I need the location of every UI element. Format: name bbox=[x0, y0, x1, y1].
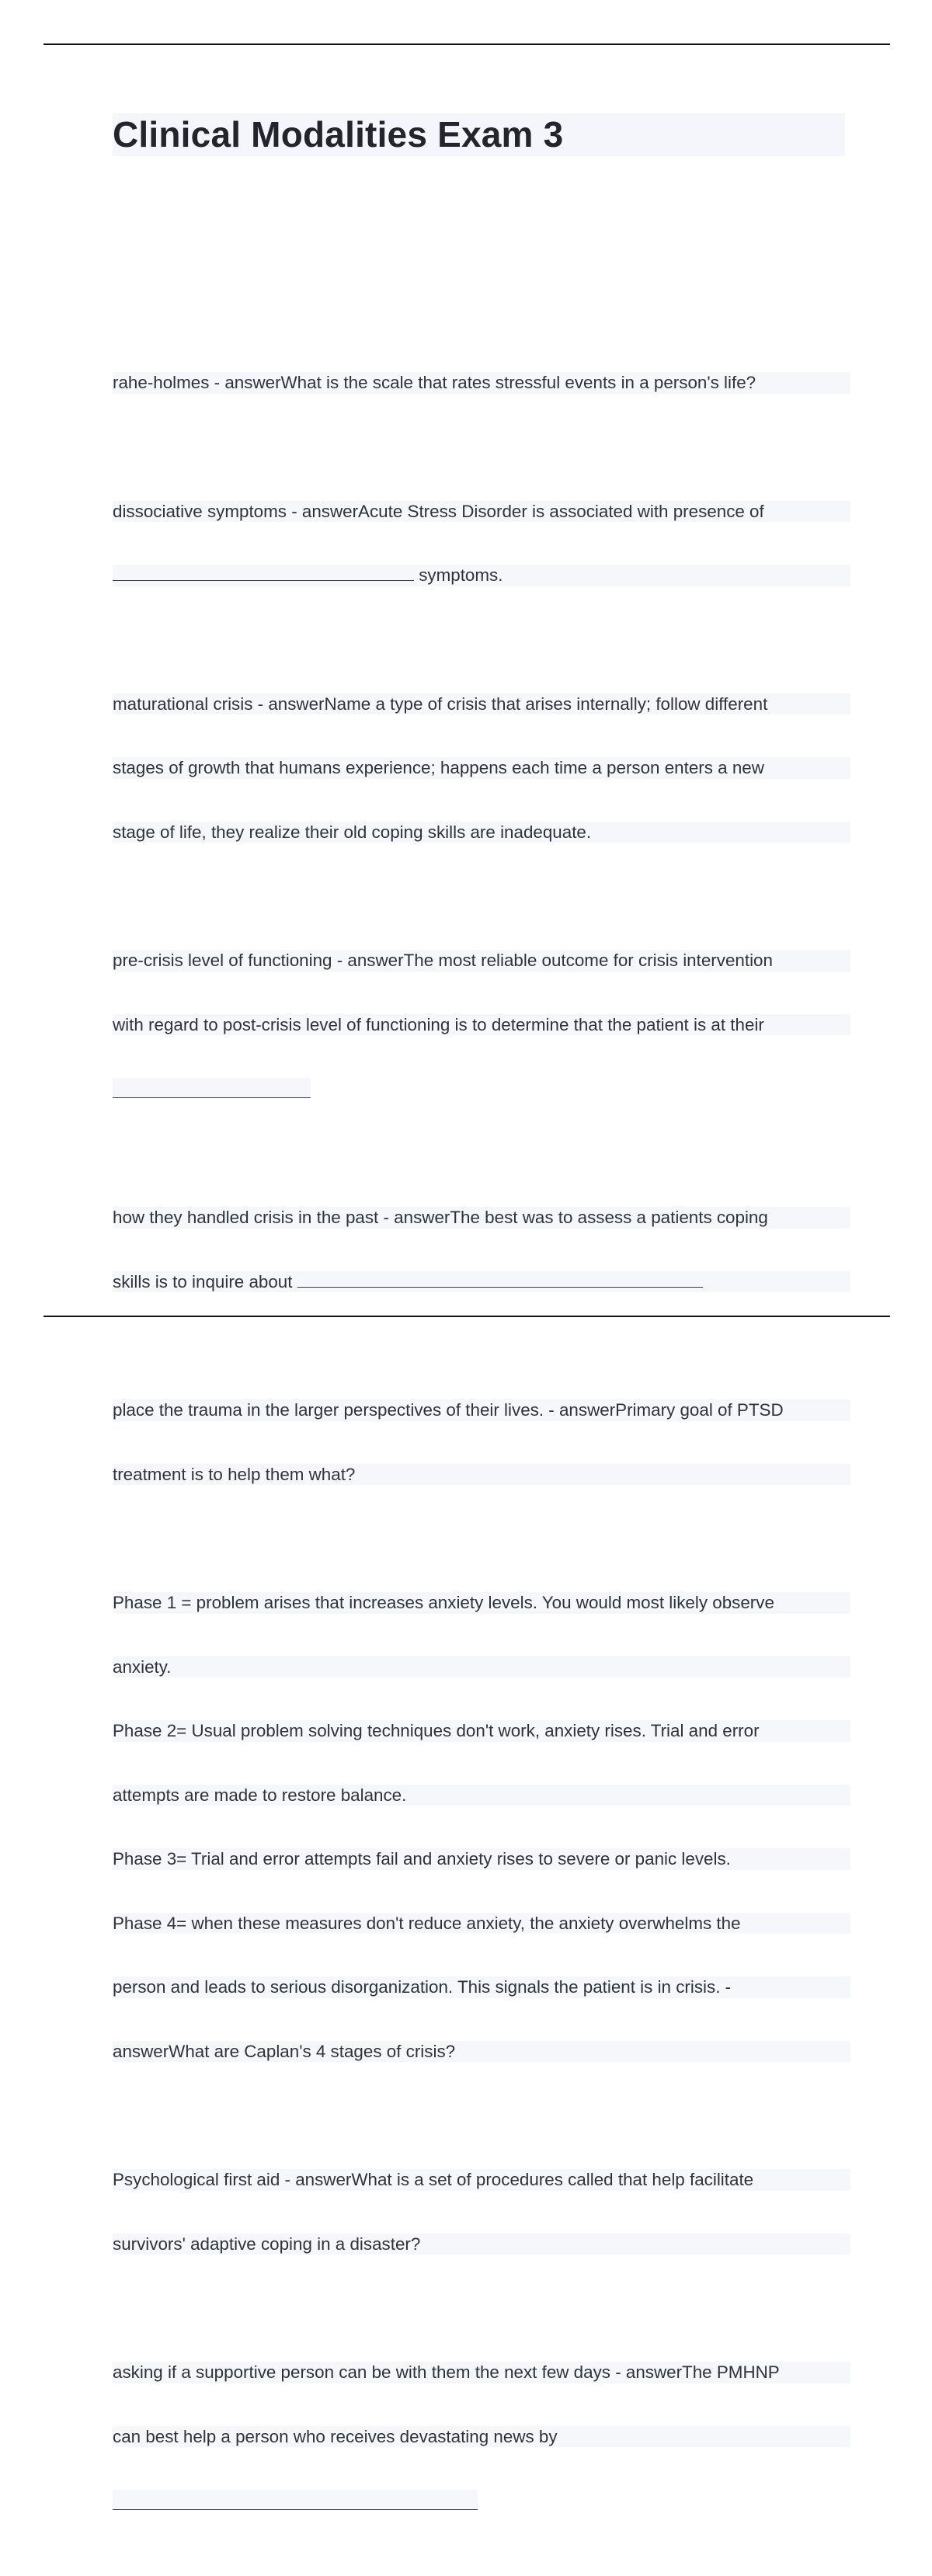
qa-line: maturational crisis - answerName a type of crisis that arises internally; follow different bbox=[113, 694, 850, 715]
qa-line: dissociative symptoms - answerAcute Stress Disorder is associated with presence of bbox=[113, 501, 850, 523]
qa-line-with-blank bbox=[113, 565, 850, 586]
qa-line: Phase 4= when these measures don't reduce anxiety, the anxiety overwhelms the bbox=[113, 1913, 850, 1935]
qa-line: symptoms. bbox=[414, 565, 503, 585]
qa-list bbox=[113, 329, 850, 2576]
footer-rule bbox=[43, 1316, 890, 1317]
fill-in-blank bbox=[113, 2490, 478, 2510]
qa-item bbox=[113, 2126, 850, 2297]
qa-line: asking if a supportive person can be with them the next few days - answerThe PMHNP bbox=[113, 2362, 850, 2383]
qa-line: Phase 3= Trial and error attempts fail and anxiety rises to severe or panic levels. bbox=[113, 1848, 850, 1870]
qa-line: how they handled crisis in the past - answerThe best was to assess a patients coping bbox=[113, 1207, 850, 1229]
qa-line: Psychological first aid - answerWhat is a set of procedures called that help facilitate bbox=[113, 2169, 850, 2191]
fill-in-blank bbox=[297, 1273, 703, 1288]
qa-line: anxiety. bbox=[113, 1656, 850, 1678]
page-title: Clinical Modalities Exam 3 bbox=[113, 114, 564, 155]
qa-line: skills is to inquire about bbox=[113, 1271, 297, 1291]
header-rule bbox=[43, 43, 890, 45]
qa-item bbox=[113, 329, 850, 436]
title-block bbox=[113, 113, 845, 156]
qa-line: Phase 1 = problem arises that increases anxiety levels. You would most likely observe bbox=[113, 1592, 850, 1614]
qa-line: stage of life, they realize their old coping skills are inadequate. bbox=[113, 822, 850, 843]
qa-item bbox=[113, 1357, 850, 1528]
qa-item bbox=[113, 458, 850, 629]
qa-line: with regard to post-crisis level of functioning is to determine that the patient is at their bbox=[113, 1014, 850, 1036]
qa-line: rahe-holmes - answerWhat is the scale that rates stressful events in a person's life? bbox=[113, 372, 850, 394]
fill-in-blank bbox=[113, 566, 414, 581]
qa-item bbox=[113, 907, 850, 1142]
qa-item bbox=[113, 1164, 850, 1335]
qa-line: answerWhat are Caplan's 4 stages of crisis? bbox=[113, 2041, 850, 2063]
qa-line: can best help a person who receives devastating news by bbox=[113, 2426, 850, 2448]
qa-line: pre-crisis level of functioning - answerThe most reliable outcome for crisis intervention bbox=[113, 950, 850, 972]
qa-line: treatment is to help them what? bbox=[113, 1464, 850, 1486]
qa-line: place the trauma in the larger perspectives of their lives. - answerPrimary goal of PTSD bbox=[113, 1399, 850, 1421]
qa-line-with-blank bbox=[113, 1271, 850, 1293]
qa-line: Phase 2= Usual problem solving techniques don't work, anxiety rises. Trial and error bbox=[113, 1720, 850, 1742]
qa-line: person and leads to serious disorganization. This signals the patient is in crisis. - bbox=[113, 1976, 850, 1998]
qa-item bbox=[113, 1549, 850, 2105]
fill-in-blank bbox=[113, 1078, 311, 1098]
qa-line: survivors' adaptive coping in a disaster? bbox=[113, 2234, 850, 2255]
qa-item bbox=[113, 2319, 850, 2554]
qa-item bbox=[113, 651, 850, 886]
qa-line: stages of growth that humans experience; happens each time a person enters a new bbox=[113, 757, 850, 779]
qa-line: attempts are made to restore balance. bbox=[113, 1785, 850, 1806]
